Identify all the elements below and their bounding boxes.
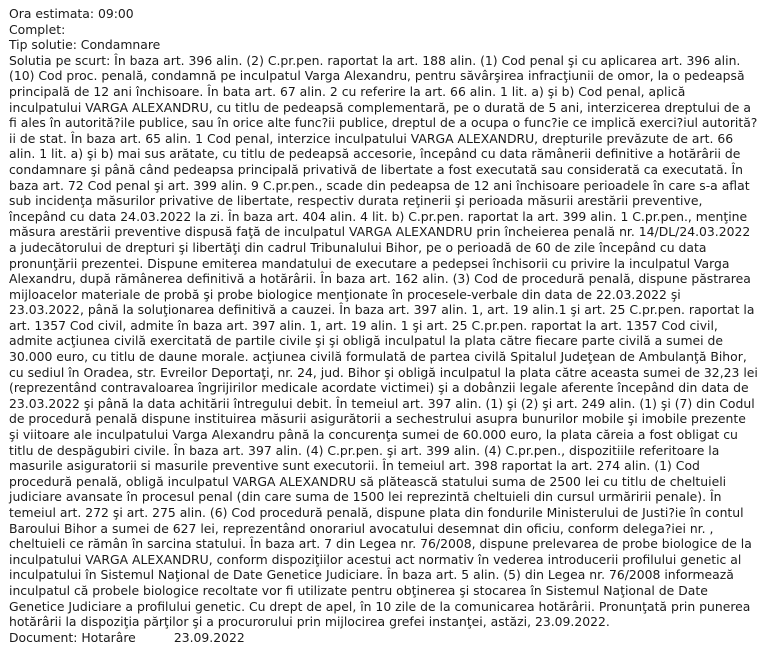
document-date: 23.09.2022 (173, 629, 245, 645)
solution-summary: Solutia pe scurt: În baza art. 396 alin. (2) C.pr.pen. raportat la art. 188 alin. (1) Cod penal şi cu aplicarea art. 396 alin. (10) Cod proc. penală, condamnă pe inculpatul Varga Alexandru, pentru săvârşirea infracţiunii de omor, la o pedeapsă principală de 12 ani închisoare. În bata art. 67 alin. 2 cu referire la art. 66 alin. 1 lit. a) şi b) Cod penal, aplică inculpatului VARGA ALEXANDRU, cu titlu de pedeapsă complementară, pe o durată de 5 ani, interzicerea dreptului de a fi ales în autorită?ile publice, sau în orice alte func?ii publice, dreptul de a ocupa o func?ie ce implică exerci?iul autorită?ii de stat. În baza art. 65 alin. 1 Cod penal, interzice inculpatului VARGA ALEXANDRU, drepturile prevăzute de art. 66 alin. 1 lit. a) şi b) mai sus arătate, cu titlu de pedeapsă accesorie, începând cu data rămânerii definitive a hotărârii de condamnare şi până când pedeapsa principală privativă de libertate a fost executată sau considerată ca executată. În baza art. 72 Cod penal şi art. 399 alin. 9 C.pr.pen., scade din pedeapsa de 12 ani închisoare perioadele în care s-a aflat sub incidenţa măsurilor privative de libertate, respectiv durata reţinerii şi perioada măsurii arestării preventive, începând cu data 24.03.2022 la zi. În baza art. 404 alin. 4 lit. b) C.pr.pen. raportat la art. 399 alin. 1 C.pr.pen., menţine măsura arestării preventive dispusă faţă de inculpatul VARGA ALEXANDRU prin încheierea penală nr. 14/DL/24.03.2022 a judecătorului de drepturi şi libertăţi din cadrul Tribunalului Bihor, pe o perioadă de 60 de zile începând cu data pronunţării prezentei. Dispune emiterea mandatului de executare a pedepsei închisorii cu privire la inculpatul Varga Alexandru, după rămânerea definitivă a hotărârii. În baza art. 162 alin. (3) Cod de procedură penală, dispune păstrarea mijloacelor materiale de probă şi probe biologice menţionate în procesele-verbale din data de 22.03.2022 şi 23.03.2022, până la soluţionarea definitivă a cauzei. În baza art. 397 alin. 1, art. 19 alin.1 şi art. 25 C.pr.pen. raportat la art. 1357 Cod civil, admite în baza art. 397 alin. 1, art. 19 alin. 1 şi art. 25 C.pr.pen. raportat la art. 1357 Cod civil, admite acţiunea civilă exercitată de partile civile şi şi obligă inculpatul la plata către fiecare parte civilă a sumei de 30.000 euro, cu titlu de daune morale. acţiunea civilă formulată de partea civilă Spitalul Judeţean de Ambulanţă Bihor, cu sediul în Oradea, str. Evreilor Deportaţi, nr. 24, jud. Bihor şi obligă inculpatul la plata către aceasta sumei de 32,23 lei (reprezentând contravaloarea îngrijirilor medicale acordate victimei) şi a dobânzii legale aferente începând din data de 23.03.2022 şi până la data achitării întregului debit. În temeiul art. 397 alin. (1) şi (2) şi art. 249 alin. (1) şi (7) din Codul de procedură penală dispune instituirea măsurii asigurătorii a sechestrului asupra bunurilor mobile şi imobile prezente şi viitoare ale inculpatului Varga Alexandru până la concurenţa sumei de 60.000 euro, la plata căreia a fost obligat cu titlu de despăgubiri civile. În baza art. 397 alin. (4) C.pr.pen. şi art. 399 alin. (4) C.pr.pen., dispozitiile referitoare la masurile asiguratorii si masurile preventive sunt executorii. În temeiul art. 398 raportat la art. 274 alin. (1) Cod procedură penală, obligă inculpatul VARGA ALEXANDRU să plătească statului suma de 2500 lei cu titlu de cheltuieli judiciare avansate în procesul penal (din care suma de 1500 lei reprezintă cheltuieli din cursul urmăririi penale). În temeiul art. 272 şi art. 275 alin. (6) Cod procedură penală, dispune plata din fondurile Ministerului de Justi?ie în contul Baroului Bihor a sumei de 627 lei, reprezentând onorariul avocatului desemnat din oficiu, conform delega?iei nr. , cheltuieli ce rămân în sarcina statului. În baza art. 7 din Legea nr. 76/2008, dispune prelevarea de probe biologice de la inculpatului VARGA ALEXANDRU, conform dispoziţiilor acestui act normativ în vederea introducerii profilului genetic al inculpatului în Sistemul Naţional de Date Genetice Judiciare. În baza art. 5 alin. (5) din Legea nr. 76/2008 informează inculpatul că probele biologice recoltate vor fi utilizate pentru obţinerea şi stocarea în Sistemul Naţional de Date Genetice Judiciare a profilului genetic. Cu drept de apel, în 10 zile de la comunicarea hotărârii. Pronunţată prin punerea hotărârii la dispoziţia părţilor şi a procurorului prin mijlocirea grefei instanţei, astăzi, 23.09.2022. (9, 52, 758, 630)
panel-composition: Complet: (9, 21, 66, 37)
document-label: Document: (9, 629, 78, 645)
document-row (9, 630, 759, 645)
estimated-time: Ora estimata: 09:00 (9, 6, 134, 21)
solution-type: Tip solutie: Condamnare (9, 37, 161, 53)
document-type: Hotarâre (81, 629, 136, 645)
